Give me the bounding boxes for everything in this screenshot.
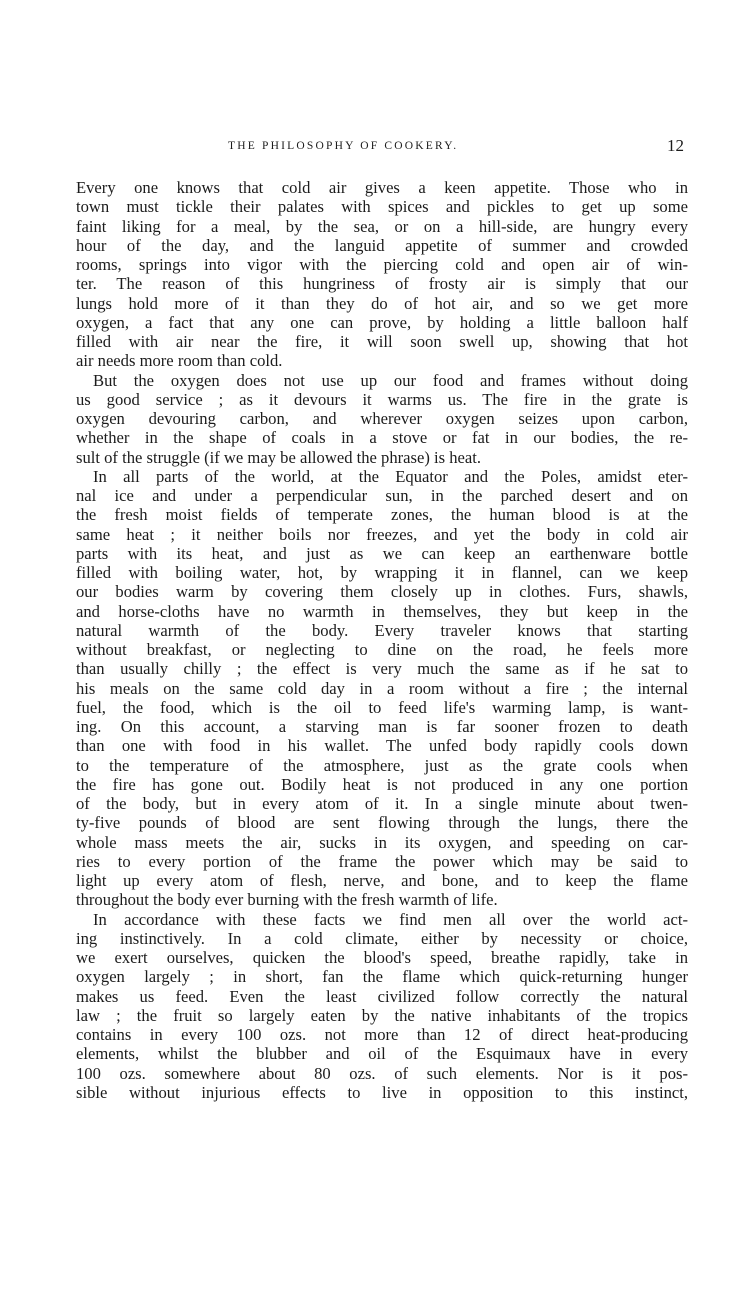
text-line: filled with boiling water, hot, by wrapping it in flannel, can we keep bbox=[76, 563, 688, 582]
text-line: hour of the day, and the languid appetite of summer and crowded bbox=[76, 235, 688, 255]
text-line: ries to every portion of the frame the power which may be said to bbox=[76, 851, 688, 871]
text-line: sible without injurious effects to live in opposition to this instinct, bbox=[76, 1082, 688, 1102]
text-line: of the body, but in every atom of it. In a single minute about twen- bbox=[76, 794, 688, 813]
text-line: fuel, the food, which is the oil to feed life's warming lamp, is want- bbox=[76, 697, 688, 717]
text-line: sult of the struggle (if we may be allowed the phrase) is heat. bbox=[76, 447, 482, 467]
text-line: ty-five pounds of blood are sent flowing through the lungs, there the bbox=[76, 813, 688, 833]
text-line: light up every atom of flesh, nerve, and bone, and to keep the flame bbox=[76, 871, 688, 890]
text-line: same heat ; it neither boils nor freezes, and yet the body in cold air bbox=[76, 524, 688, 544]
paragraph-4 bbox=[76, 910, 688, 1103]
paragraph-1 bbox=[76, 178, 688, 371]
text-line: filled with air near the fire, it will soon swell up, showing that hot bbox=[76, 332, 688, 351]
text-line: ing instinctively. In a cold climate, either by necessity or choice, bbox=[76, 928, 688, 948]
text-line: lungs hold more of it than they do of hot air, and so we get more bbox=[76, 293, 688, 313]
text-line: whole mass meets the air, sucks in its oxygen, and speeding on car- bbox=[76, 832, 688, 852]
running-head bbox=[76, 136, 688, 158]
text-line: natural warmth of the body. Every traveler knows that starting bbox=[76, 620, 688, 640]
text-line: than one with food in his wallet. The unfed body rapidly cools down bbox=[76, 736, 688, 756]
text-line: nal ice and under a perpendicular sun, in the parched desert and on bbox=[76, 486, 688, 505]
text-line: In accordance with these facts we find men all over the world act- bbox=[93, 909, 688, 929]
text-line: whether in the shape of coals in a stove or fat in our bodies, the re- bbox=[76, 428, 688, 448]
text-line: oxygen largely ; in short, fan the flame which quick-returning hunger bbox=[76, 967, 688, 987]
text-line: our bodies warm by covering them closely up in clothes. Furs, shawls, bbox=[76, 582, 688, 602]
text-line: to the temperature of the atmosphere, just as the grate cools when bbox=[76, 755, 688, 775]
running-title: THE PHILOSOPHY OF COOKERY. bbox=[228, 140, 459, 152]
text-line: contains in every 100 ozs. not more than 12 of direct heat-producing bbox=[76, 1025, 688, 1044]
text-line: town must tickle their palates with spices and pickles to get up some bbox=[76, 197, 688, 217]
text-line: air needs more room than cold. bbox=[76, 351, 283, 371]
text-line: we exert ourselves, quicken the blood's speed, breathe rapidly, take in bbox=[76, 948, 688, 967]
text-line: without breakfast, or neglecting to dine on the road, he feels more bbox=[76, 640, 688, 659]
text-line: us good service ; as it devours it warms us. The fire in the grate is bbox=[76, 389, 688, 409]
text-line: the fire has gone out. Bodily heat is not produced in any one portion bbox=[76, 774, 688, 794]
text-line: ter. The reason of this hungriness of frosty air is simply that our bbox=[76, 274, 688, 294]
text-line: oxygen devouring carbon, and wherever oxygen seizes upon carbon, bbox=[76, 409, 688, 428]
text-line: throughout the body ever burning with the fresh warmth of life. bbox=[76, 890, 498, 910]
text-line: ing. On this account, a starving man is far sooner frozen to death bbox=[76, 717, 688, 736]
text-line: the fresh moist fields of temperate zones, the human blood is at the bbox=[76, 505, 688, 525]
text-line: In all parts of the world, at the Equator and the Poles, amidst eter- bbox=[93, 466, 688, 486]
paragraph-2 bbox=[76, 371, 688, 467]
text-line: But the oxygen does not use up our food and frames without doing bbox=[93, 370, 688, 390]
text-line: faint liking for a meal, by the sea, or on a hill-side, are hungry every bbox=[76, 216, 688, 236]
text-line: and horse-cloths have no warmth in themselves, they but keep in the bbox=[76, 601, 688, 621]
text-line: rooms, springs into vigor with the piercing cold and open air of win- bbox=[76, 255, 688, 274]
text-line: elements, whilst the blubber and oil of the Esquimaux have in every bbox=[76, 1044, 688, 1064]
text-line: 100 ozs. somewhere about 80 ozs. of such elements. Nor is it pos- bbox=[76, 1063, 688, 1083]
text-line: than usually chilly ; the effect is very much the same as if he sat to bbox=[76, 659, 688, 679]
page-number: 12 bbox=[667, 136, 684, 155]
text-line: law ; the fruit so largely eaten by the native inhabitants of the tropics bbox=[76, 1005, 688, 1025]
text-line: oxygen, a fact that any one can prove, by holding a little balloon half bbox=[76, 312, 688, 332]
text-line: his meals on the same cold day in a room without a fire ; the internal bbox=[76, 678, 688, 698]
paragraph-3 bbox=[76, 467, 688, 910]
text-line: Every one knows that cold air gives a keen appetite. Those who in bbox=[76, 178, 688, 197]
text-line: makes us feed. Even the least civilized follow correctly the natural bbox=[76, 986, 688, 1006]
text-line: parts with its heat, and just as we can keep an earthenware bottle bbox=[76, 543, 688, 563]
body-text bbox=[76, 178, 688, 1102]
